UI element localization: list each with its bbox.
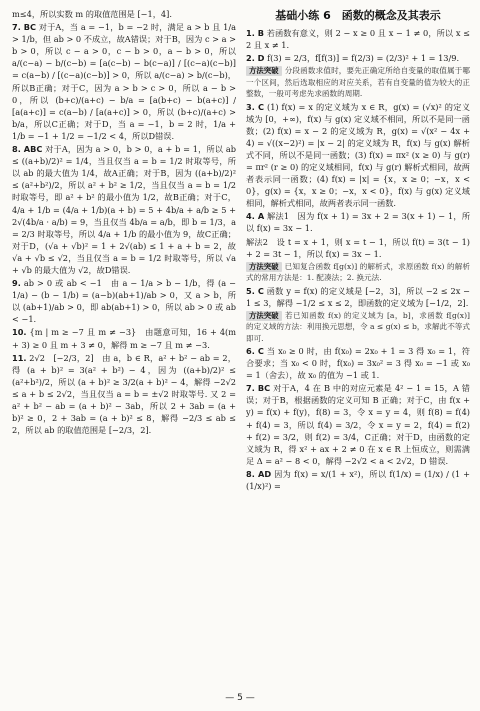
paragraph-text: 分段函数求值时，要先正确定所给自变量的取值属于哪一个区间，然后选取相应的对应关系，若有自变量的值为较大的正整数，一般可考虑先求函数的周期. bbox=[246, 66, 470, 99]
paragraph-text: 若函数有意义，则 2 − x ≥ 0 且 x − 1 ≠ 0，所以 x ≤ 2 且 x ≠ 1. bbox=[246, 28, 470, 51]
solution-paragraph bbox=[12, 8, 236, 20]
paragraph-text: 因为 f(x) = x/(1 + x²)，所以 f(1/x) = (1/x) / (1 + (1/x)²) = bbox=[246, 468, 470, 491]
paragraph-text: {m | m ≥ −7 且 m ≠ −3} 由题意可知，16 + 4(m + 3) ≥ 0 且 m + 3 ≠ 0，解得 m ≥ −7 且 m ≠ −3. bbox=[12, 327, 236, 350]
paragraph-text: ab > 0 或 ab < −1 由 a − 1/a > b − 1/b，得 (a − 1/a) − (b − 1/b) = (a−b)(ab+1)/ab > 0，又 a > b，所以 (ab+1)/ab > 0，即 ab(ab+1) > 0，所以 ab > 0 或 ab < −1. bbox=[12, 278, 236, 325]
solution-paragraph bbox=[246, 382, 470, 467]
paragraph-text: 解法1 因为 f(x + 1) = 3x + 2 = 3(x + 1) − 1，所以 f(x) = 3x − 1. bbox=[246, 211, 470, 234]
method-tag: 方法突破 bbox=[246, 66, 282, 76]
paragraph-text: 对于A，因为 a > 0，b > 0，a + b = 1，所以 ab ≤ ((a+b)/2)² = 1/4，当且仅当 a = b = 1/2 时取等号，所以 ab 的最大值为 1/4，故A正确；对于B，因为 ((a+b)/2)² ≤ (a²+b²)/2，所以 a² + b² ≥ 1/2，当且仅当 a = b = 1/2 时取等号，即 a² + b² 的最小值为 1/2，故B正确；对于C，4/a + 1/b = (4/a + 1/b)(a + b) = 5 + 4b/a + a/b ≥ 5 + 2√(4b/a · a/b) = 9，当且仅当 4b/a = a/b，即 b = 1/3，a = 2/3 时取等号，所以 4/a + 1/b 的最小值为 9，故C正确；对于D，(√a + √b)² = 1 + 2√(ab) ≤ 1 + a + b = 2，故 √a + √b ≤ √2，当且仅当 a = b = 1/2 时取等号，所以 √a + √b 的最大值为 √2，故D错误. bbox=[12, 144, 236, 275]
right-column bbox=[246, 8, 470, 688]
question-number: 6. C bbox=[246, 345, 264, 356]
question-number: 8. AD bbox=[246, 468, 272, 479]
solution-paragraph bbox=[12, 326, 236, 350]
paragraph-text: m≤4，所以实数 m 的取值范围是 [−1，4]. bbox=[12, 9, 172, 19]
method-note bbox=[246, 65, 470, 99]
method-note bbox=[246, 261, 470, 284]
solution-paragraph bbox=[246, 210, 470, 234]
paragraph-text: (1) f(x) = x 的定义域为 x ∈ R，g(x) = (√x)² 的定义域为 [0，+∞)，f(x) 与 g(x) 定义域不相同，所以不是同一函数；(2) f(x) = x − 2 的定义域为 R，g(x) = √(x² − 4x + 4) = √((x−2)²) = |x − 2| 的定义域为 R，f(x) 与 g(x) 解析式不同，所以不是同一函数；(3) f(x) = πx² (x ≥ 0) 与 g(r) = πr² (r ≥ 0) 的定义域相同，f(x) 与 g(r) 解析式相同，故两者表示同一函数；(4) f(x) = |x| = {x，x ≥ 0；−x，x < 0}，g(x) = {x，x ≥ 0；−x，x < 0}，f(x) 与 g(x) 定义域相同，解析式相同，故两者表示同一函数. bbox=[246, 101, 470, 209]
section-title: 基础小练 6 函数的概念及其表示 bbox=[275, 9, 441, 22]
method-tag: 方法突破 bbox=[246, 311, 282, 321]
question-number: 3. C bbox=[246, 101, 265, 112]
paragraph-text: 2√2 [−2/3，2] 由 a，b ∈ R，a² + b² − ab = 2，得 (a + b)² = 3(a² + b²) − 4，因为 ((a+b)/2)² ≤ (a²+b²)/2，所以 (a + b)² ≥ 3/2(a + b)² − 4，解得 −2√2 ≤ a + b ≤ 2√2，当且仅当 a = b = ±√2 时取等号. 又 2 = a² + b² − ab = (a + b)² − 3ab，所以 2 + 3ab = (a + b)² ≥ 0，2 + 3ab = (a + b)² ≤ 8，解得 −2/3 ≤ ab ≤ 2，所以 ab 的取值范围是 [−2/3，2]. bbox=[12, 352, 236, 436]
question-number: 10. bbox=[12, 327, 27, 338]
paragraph-text: 解法2 设 t = x + 1，则 x = t − 1，所以 f(t) = 3(t − 1) + 2 = 3t − 1，所以 f(x) = 3x − 1. bbox=[246, 236, 470, 259]
page-number: — 5 — bbox=[225, 693, 255, 703]
paragraph-text: 若已知函数 f(x) 的定义域为 [a，b]，求函数 f[g(x)] 的定义域的方法：利用换元思想，令 a ≤ g(x) ≤ b，求解此不等式即可. bbox=[246, 310, 470, 343]
paragraph-text: 函数 y = f(x) 的定义域是 [−2，3]，所以 −2 ≤ 2x − 1 ≤ 3，解得 −1/2 ≤ x ≤ 2，即函数的定义域为 [−1/2，2]. bbox=[246, 285, 470, 308]
method-tag: 方法突破 bbox=[246, 262, 282, 272]
solution-paragraph bbox=[246, 345, 470, 381]
question-number: 4. A bbox=[246, 211, 265, 222]
paragraph-text: 已知复合函数 f[g(x)] 的解析式，求原函数 f(x) 的解析式的常用方法是：1. 配凑法；2. 换元法. bbox=[246, 261, 470, 283]
solution-paragraph bbox=[246, 236, 470, 260]
question-number: 5. C bbox=[246, 285, 264, 296]
solution-paragraph bbox=[12, 352, 236, 437]
method-note bbox=[246, 310, 470, 344]
question-number: 7. BC bbox=[246, 383, 271, 394]
question-number: 2. D bbox=[246, 53, 265, 64]
paragraph-text: f(3) = 2/3，f[f(3)] = f(2/3) = (2/3)² + 1 = 13/9. bbox=[267, 53, 460, 64]
paragraph-text: 对于A，4 在 B 中的对应元素是 4² − 1 = 15，A 错误；对于B，根据函数的定义可知 B 正确；对于C，由 f(x + y) = f(x) + f(y)，f(8) = 3，令 x = y = 4，则 f(8) = f(4) + f(4) = 3，所以 f(4) = 3/2，令 x = y = 2，f(4) = f(2) + f(2) = 3/2，则 f(2) = 3/4，C正确；对于D，由函数的定义域为 R，得 x² + ax + 2 ≠ 0 在 x ∈ R 上恒成立，则需满足 Δ = a² − 8 < 0，解得 −2√2 < a < 2√2，D 错误. bbox=[246, 383, 470, 466]
question-number: 9. bbox=[12, 278, 21, 289]
solution-paragraph bbox=[12, 143, 236, 276]
solution-paragraph bbox=[246, 468, 470, 492]
solution-paragraph bbox=[12, 21, 236, 142]
question-number: 1. B bbox=[246, 28, 264, 38]
solution-paragraph bbox=[246, 285, 470, 309]
solution-paragraph bbox=[246, 27, 470, 51]
question-number: 8. ABC bbox=[12, 144, 43, 155]
paragraph-text: 对于A，当 a = −1，b = −2 时，满足 a > b 且 1/a > 1/b，但 ab > 0 不成立，故A错误；对于B，因为 c > a > b > 0，所以 c − a > 0，c − b > 0，a − b > 0，所以 a/(c−a) − b/(c−b) = [a(c−b) − b(c−a)] / [(c−a)(c−b)] = c(a−b) / [(c−a)(c−b)] > 0，所以 a/(c−a) > b/(c−b)，所以B正确；对于C，因为 a > b > c > 0，所以 a − b > 0，所以 (b+c)/(a+c) − b/a = [a(b+c) − b(a+c)] / [a(a+c)] = c(a−b) / [a(a+c)] > 0，所以 (b+c)/(a+c) > b/a，所以C正确；对于D，当 a = −1，b = 2 时，1/a + 1/b = −1 + 1/2 = −1/2 < 4，所以D错误. bbox=[12, 22, 236, 141]
solution-paragraph bbox=[12, 277, 236, 325]
question-number: 11. bbox=[12, 352, 27, 363]
solution-paragraph bbox=[246, 52, 470, 64]
left-column bbox=[12, 8, 236, 688]
paragraph-text: 当 x₀ ≥ 0 时，由 f(x₀) = 2x₀ + 1 = 3 得 x₀ = 1，符合要求；当 x₀ < 0 时，f(x₀) = 3x₀² = 3 得 x₀ = −1 或 x₀ = 1（舍去），故 x₀ 的值为 −1 或 1. bbox=[246, 345, 470, 381]
solution-paragraph bbox=[246, 101, 470, 210]
question-number: 7. BC bbox=[12, 22, 37, 33]
